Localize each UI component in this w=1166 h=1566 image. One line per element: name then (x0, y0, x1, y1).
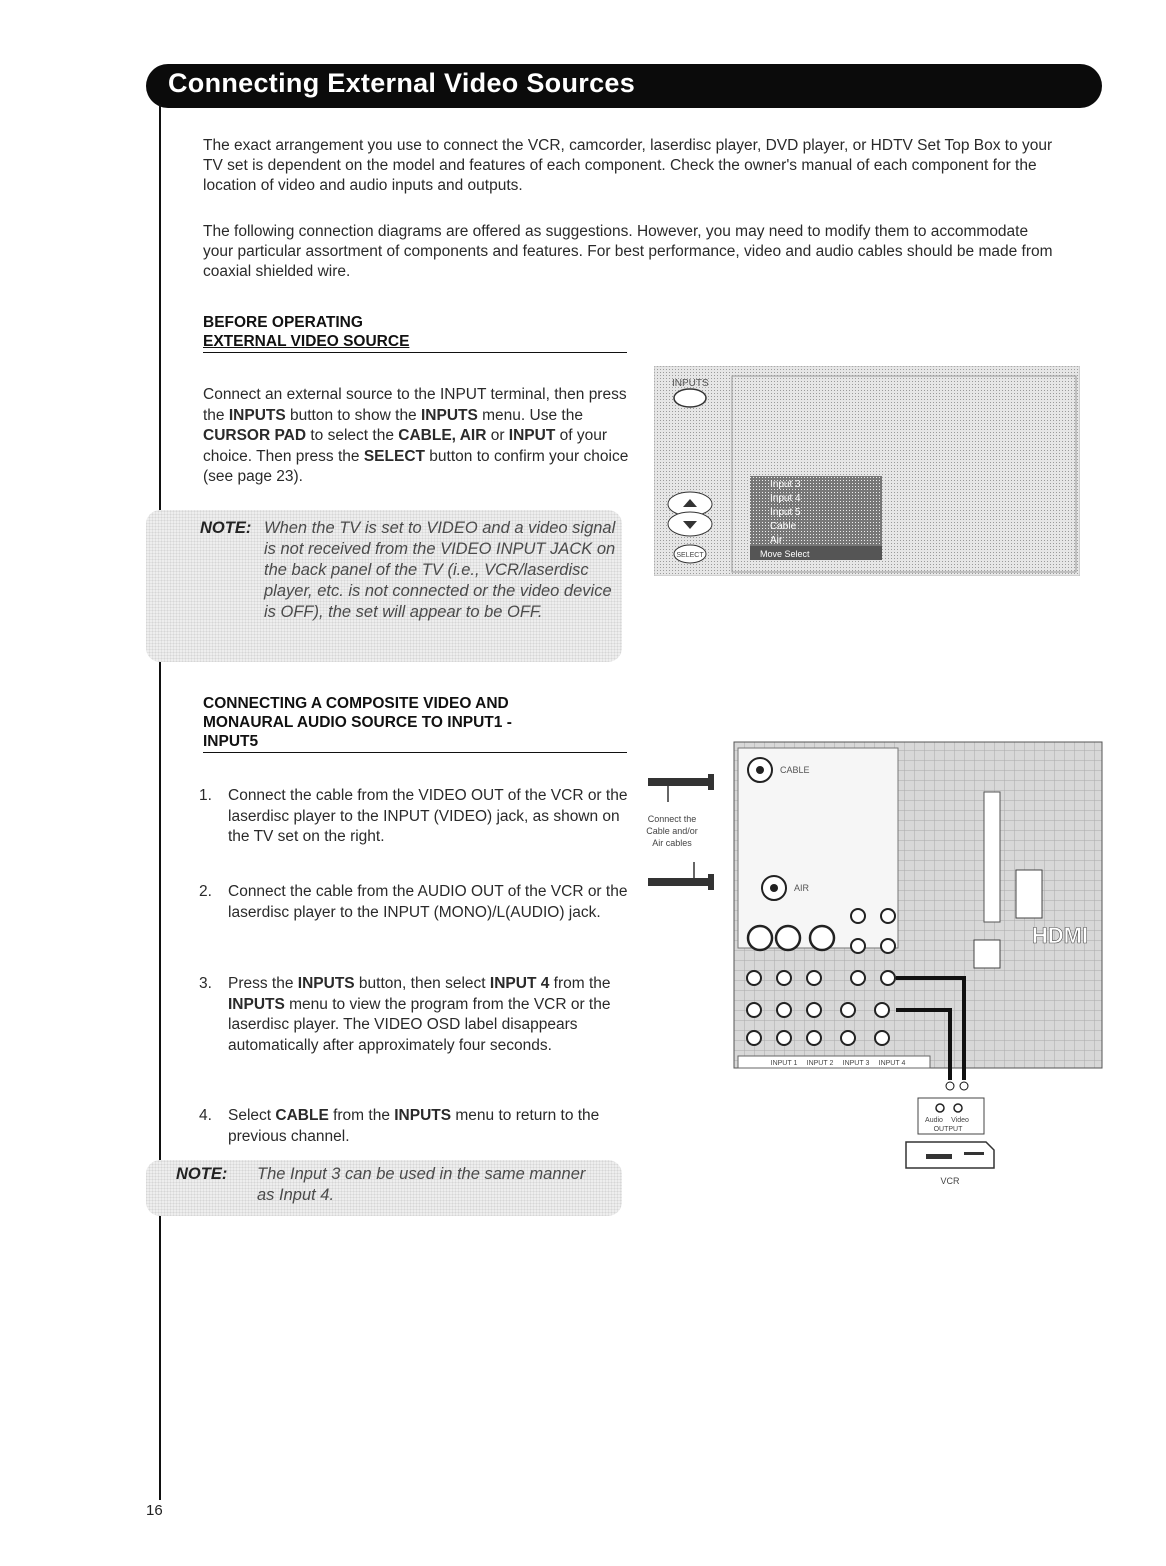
cable-jack-label: CABLE (780, 765, 810, 775)
list-item: 3. Press the INPUTS button, then select INPUT 4 from the INPUTS menu to view the program from the VCR or the laserdisc player. The VIDEO OSD label disappears automatically after approximately four seconds. (199, 975, 611, 1054)
connect-note: Cable and/or (646, 826, 698, 836)
menu-item: Air (770, 535, 783, 546)
section-heading-before-operating (203, 313, 627, 353)
inputs-button-icon (674, 389, 706, 407)
input-labels-row (738, 1056, 930, 1068)
page-title: Connecting External Video Sources (168, 68, 636, 98)
cable-connector-icon (648, 774, 714, 802)
section-heading-composite-video (203, 694, 627, 753)
list-item: 4. Select CABLE from the INPUTS menu to return to the previous channel. (199, 1107, 600, 1145)
heading-line: EXTERNAL VIDEO SOURCE (203, 333, 410, 350)
note-label: NOTE: (200, 519, 252, 537)
list-item: 2. Connect the cable from the AUDIO OUT of the VCR or the laserdisc player to the INPUT (MONO)/L(AUDIO) jack. (199, 883, 628, 921)
menu-caption: INPUTS (672, 378, 709, 389)
hdmi-port-icon (1016, 870, 1042, 918)
page-number: 16 (146, 1502, 163, 1519)
card-slot (984, 792, 1000, 922)
inputs-menu-figure (654, 366, 1080, 576)
input-label: INPUT 4 (878, 1060, 906, 1067)
heading-line: INPUT5 (203, 733, 259, 750)
s-video-jacks (748, 926, 834, 950)
menu-item: Cable (770, 521, 797, 532)
note-label: NOTE: (176, 1165, 228, 1183)
air-connector-icon (648, 862, 714, 890)
note-text: When the TV is set to VIDEO and a video signal is not received from the VIDEO INPUT JACK on the back panel of the TV (i.e., VCR/laserdisc player, etc. is not connected or the video device is OFF), the set will appear to be OFF. (264, 519, 616, 621)
inputs-menu-list (750, 476, 882, 560)
intro-paragraph-1: The exact arrangement you use to connect the VCR, camcorder, laserdisc player, DVD player, or HDTV Set Top Box to your TV set is dependent on the model and features of each component. Check the owner's manual of each component for the location of video and audio inputs and outputs. (203, 137, 1053, 194)
hdmi-logo: HDMI (1031, 923, 1089, 948)
video-out-label: Video (951, 1117, 969, 1124)
section1-body: Connect an external source to the INPUT terminal, then press the INPUTS button to show the INPUTS menu. Use the CURSOR PAD to select the CABLE, AIR or INPUT of your choice. Then press the SELECT button to confirm your choice (see page 23). (203, 386, 629, 485)
connect-note: Air cables (652, 838, 692, 848)
heading-line: BEFORE OPERATING (203, 314, 363, 331)
heading-line: MONAURAL AUDIO SOURCE TO INPUT1 - (203, 714, 512, 731)
intro-paragraph-2: The following connection diagrams are offered as suggestions. However, you may need to modify them to accommodate your particular assortment of components and features. For best performance, video and audio cables should be made from coaxial shielded wire. (203, 223, 1053, 280)
input-label: INPUT 2 (806, 1060, 834, 1067)
input-label: INPUT 1 (770, 1060, 798, 1067)
margin-rule (159, 104, 161, 1500)
input-label: INPUT 3 (842, 1060, 870, 1067)
optical-port-icon (974, 940, 1000, 968)
vcr-icon (906, 1142, 994, 1168)
list-item: 1. Connect the cable from the VIDEO OUT of the VCR or the laserdisc player to the INPUT (VIDEO) jack, as shown on the TV set on the right. (199, 787, 628, 845)
menu-item: Input 4 (770, 493, 801, 504)
tv-back-panel-figure (634, 740, 1106, 1190)
vcr-label: VCR (940, 1176, 960, 1186)
step-list (199, 786, 633, 1147)
output-label: OUTPUT (933, 1126, 963, 1133)
connect-note: Connect the (647, 814, 697, 824)
note-text: The Input 3 can be used in the same manner as Input 4. (257, 1165, 586, 1204)
audio-out-label: Audio (925, 1117, 943, 1124)
air-jack-label: AIR (794, 883, 810, 893)
menu-item: Input 3 (770, 479, 801, 490)
note-box-video (146, 510, 622, 662)
menu-item: Input 5 (770, 507, 801, 518)
menu-footer: Move Select (760, 549, 810, 559)
heading-line: CONNECTING A COMPOSITE VIDEO AND (203, 695, 509, 712)
note-box-input3 (146, 1160, 622, 1216)
select-button-label: SELECT (676, 552, 704, 559)
